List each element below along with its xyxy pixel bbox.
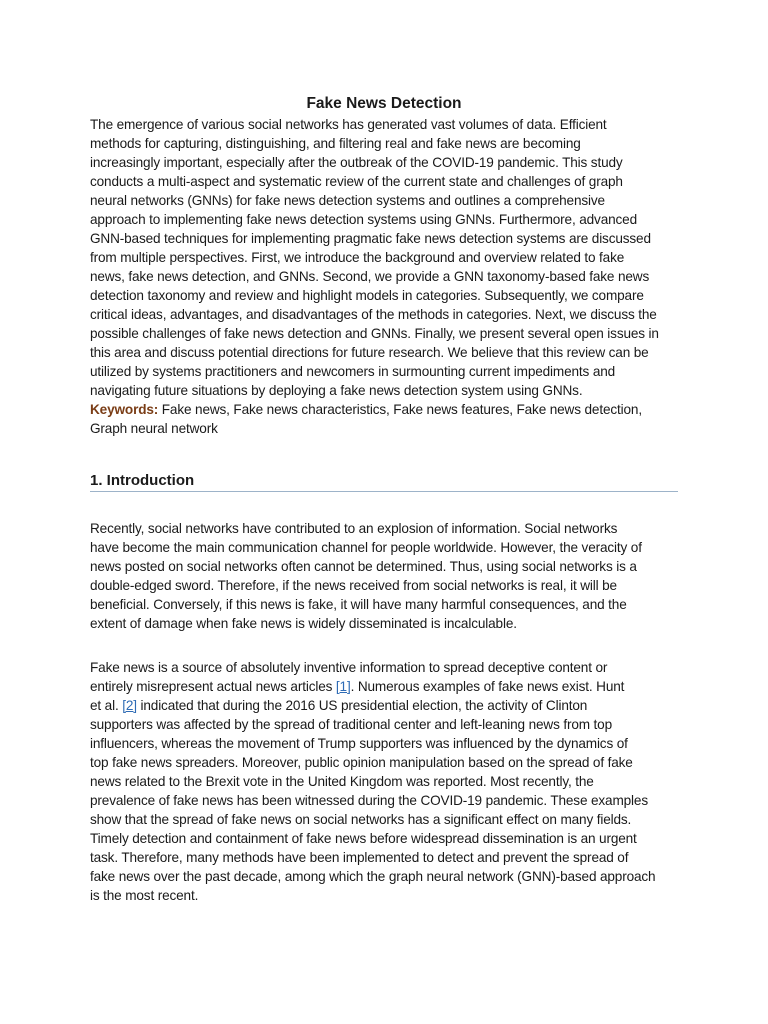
citation-link-2[interactable]: [2] <box>122 698 137 713</box>
paragraph-line: extent of damage when fake news is widely disseminated is incalculable. <box>90 616 517 631</box>
abstract-line: methods for capturing, distinguishing, and filtering real and fake news are becoming <box>90 136 581 151</box>
paragraph-line: Recently, social networks have contributed to an explosion of information. Social networks <box>90 521 618 536</box>
citation-link-1[interactable]: [1] <box>335 679 351 694</box>
paragraph-line: fake news over the past decade, among which the graph neural network (GNN)-based approach <box>90 869 656 884</box>
keywords-label: Keywords: <box>90 402 159 417</box>
abstract-line: from multiple perspectives. First, we introduce the background and overview related to fake <box>90 250 625 265</box>
paragraph-line: news related to the Brexit vote in the United Kingdom was reported. Most recently, the <box>90 774 594 789</box>
abstract-line: detection taxonomy and review and highlight models in categories. Subsequently, we compare <box>90 288 644 303</box>
heading-divider <box>90 491 678 492</box>
text-run: . Numerous examples of fake news exist. Hunt <box>350 679 625 694</box>
abstract-line: approach to implementing fake news detection systems using GNNs. Furthermore, advanced <box>90 212 637 227</box>
abstract-line: critical ideas, advantages, and disadvantages of the methods in categories. Next, we discuss the <box>90 307 657 322</box>
abstract-line: this area and discuss potential directions for future research. We believe that this review can be <box>90 345 649 360</box>
abstract-line: The emergence of various social networks has generated vast volumes of data. Efficient <box>90 117 607 132</box>
paragraph-line <box>90 677 690 696</box>
keywords-line <box>90 400 690 419</box>
paragraph-line <box>90 696 690 715</box>
abstract-line: conducts a multi-aspect and systematic review of the current state and challenges of graph <box>90 174 623 189</box>
paragraph-line: Timely detection and containment of fake news before widespread dissemination is an urgent <box>90 831 637 846</box>
abstract-line: GNN-based techniques for implementing pragmatic fake news detection systems are discussed <box>90 231 651 246</box>
document-title: Fake News Detection <box>306 95 462 112</box>
paragraph-line: task. Therefore, many methods have been implemented to detect and prevent the spread of <box>90 850 629 865</box>
abstract-line: neural networks (GNNs) for fake news detection systems and outlines a comprehensive <box>90 193 605 208</box>
paragraph-line: prevalence of fake news has been witnessed during the COVID-19 pandemic. These examples <box>90 793 648 808</box>
paragraph-line: beneficial. Conversely, if this news is fake, it will have many harmful consequences, and the <box>90 597 627 612</box>
paragraph-line: news posted on social networks often cannot be determined. Thus, using social networks is a <box>90 559 637 574</box>
abstract-line: navigating future situations by deploying a fake news detection system using GNNs. <box>90 383 583 398</box>
paragraph-line: influencers, whereas the movement of Trump supporters was influenced by the dynamics of <box>90 736 628 751</box>
paragraph-line: Fake news is a source of absolutely inventive information to spread deceptive content or <box>90 660 608 675</box>
intro-paragraph-2 <box>90 658 690 905</box>
text-run: indicated that during the 2016 US presidential election, the activity of Clinton <box>136 698 588 713</box>
paragraph-line: is the most recent. <box>90 888 199 903</box>
abstract-line: news, fake news detection, and GNNs. Second, we provide a GNN taxonomy-based fake news <box>90 269 650 284</box>
intro-paragraph-1 <box>90 519 690 633</box>
text-run: et al. <box>90 698 123 713</box>
abstract-line: possible challenges of fake news detection and GNNs. Finally, we present several open issues in <box>90 326 659 341</box>
paragraph-line: have become the main communication channel for people worldwide. However, the veracity of <box>90 540 642 555</box>
abstract-line: utilized by systems practitioners and newcomers in surmounting current impediments and <box>90 364 616 379</box>
text-run: entirely misrepresent actual news articles <box>90 679 336 694</box>
paragraph-line: supporters was affected by the spread of traditional center and left-leaning news from top <box>90 717 612 732</box>
paragraph-line: show that the spread of fake news on social networks has a significant effect on many fields. <box>90 812 632 827</box>
keywords-text: Fake news, Fake news characteristics, Fake news features, Fake news detection, <box>158 402 642 417</box>
paragraph-line: top fake news spreaders. Moreover, public opinion manipulation based on the spread of fake <box>90 755 633 770</box>
paragraph-line: double-edged sword. Therefore, if the news received from social networks is real, it will be <box>90 578 617 593</box>
abstract <box>90 115 690 438</box>
abstract-line: increasingly important, especially after the outbreak of the COVID-19 pandemic. This study <box>90 155 623 170</box>
keywords-line: Graph neural network <box>90 421 218 436</box>
section-heading-introduction: 1. Introduction <box>90 472 195 489</box>
